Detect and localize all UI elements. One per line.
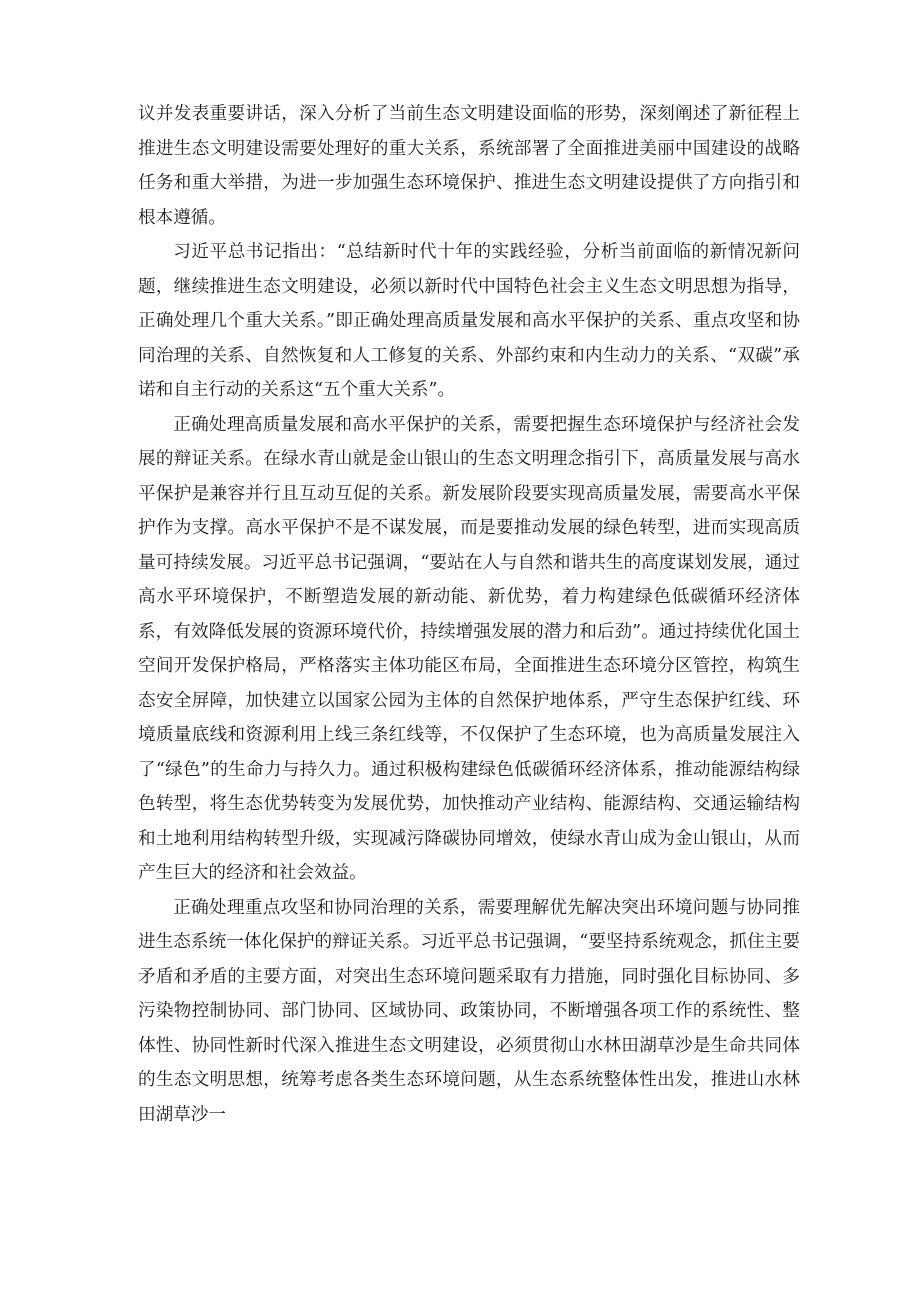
paragraph-2: 习近平总书记指出：“总结新时代十年的实践经验，分析当前面临的新情况新问题，继续推进生态文明建设，必须以新时代中国特色社会主义生态文明思想为指导，正确处理几个重大关系。”即正确处理高质量发展和高水平保护的关系、重点攻坚和协同治理的关系、自然恢复和人工修复的关系、外部约束和内生动力的关系、“双碳”承诺和自主行动的关系这“五个重大关系”。 [138,242,800,400]
paragraph-4: 正确处理重点攻坚和协同治理的关系，需要理解优先解决突出环境问题与协同推进生态系统一体化保护的辩证关系。习近平总书记强调，“要坚持系统观念，抓住主要矛盾和矛盾的主要方面，对突出生态环境问题采取有力措施，同时强化目标协同、多污染物控制协同、部门协同、区域协同、政策协同，不断增强各项工作的系统性、整体性、协同性新时代深入推进生态文明建设，必须贯彻山水林田湖草沙是生命共同体的生态文明思想，统筹考虑各类生态环境问题，从生态系统整体性出发，推进山水林田湖草沙一 [138,897,800,1125]
document-body [138,97,800,1132]
paragraph-1: 议并发表重要讲话，深入分析了当前生态文明建设面临的形势，深刻阐述了新征程上推进生态文明建设需要处理好的重大关系，系统部署了全面推进美丽中国建设的战略任务和重大举措，为进一步加强生态环境保护、推进生态文明建设提供了方向指引和根本遵循。 [138,104,800,228]
paragraph-3: 正确处理高质量发展和高水平保护的关系，需要把握生态环境保护与经济社会发展的辩证关系。在绿水青山就是金山银山的生态文明理念指引下，高质量发展与高水平保护是兼容并行且互动互促的关系。新发展阶段要实现高质量发展，需要高水平保护作为支撑。高水平保护不是不谋发展，而是要推动发展的绿色转型，进而实现高质量可持续发展。习近平总书记强调，“要站在人与自然和谐共生的高度谋划发展，通过高水平环境保护，不断塑造发展的新动能、新优势，着力构建绿色低碳循环经济体系，有效降低发展的资源环境代价，持续增强发展的潜力和后劲”。通过持续优化国土空间开发保护格局，严格落实主体功能区布局，全面推进生态环境分区管控，构筑生态安全屏障，加快建立以国家公园为主体的自然保护地体系，严守生态保护红线、环境质量底线和资源利用上线三条红线等，不仅保护了生态环境，也为高质量发展注入了“绿色”的生命力与持久力。通过积极构建绿色低碳循环经济体系，推动能源结构绿色转型，将生态优势转变为发展优势，加快推动产业结构、能源结构、交通运输结构和土地利用结构转型升级，实现减污降碳协同增效，使绿水青山成为金山银山，从而产生巨大的经济和社会效益。 [138,414,800,883]
